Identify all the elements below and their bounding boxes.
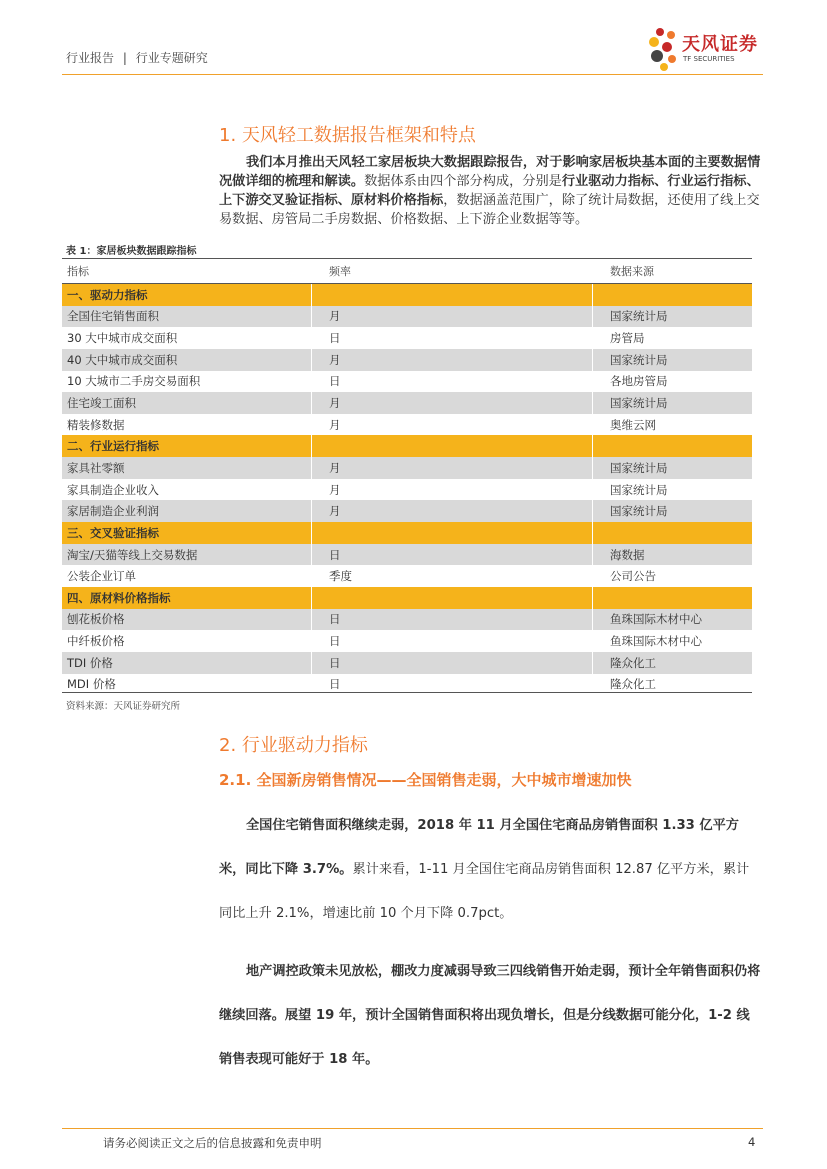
table-section-row [62,587,752,609]
table-cell-indicator: 精装修数据 [62,414,312,436]
table-cell-source [593,522,752,544]
section2-title: 2. 行业驱动力指标 [219,735,368,756]
table-cell-frequency: 月 [312,479,593,501]
table-cell-source: 鱼珠国际木材中心 [610,612,702,627]
section2-p1-bold: 全国住宅销售面积继续走弱，2018 年 11 月全国住宅商品房销售面积 1.33 亿平方米，同比下降 3.7%。 [219,818,739,877]
section2-paragraph2 [219,950,761,1082]
table-cell-source: 海数据 [610,547,645,562]
table-row [62,457,752,479]
table-row [62,306,752,328]
table-cell-frequency: 日 [312,371,593,393]
footer-disclaimer: 请务必阅读正文之后的信息披露和免责申明 [103,1136,322,1150]
table-cell-source: 鱼珠国际木材中心 [610,634,702,649]
section1-text1: 数据体系由四个部分构成，分别是 [364,174,562,189]
table-cell-frequency [312,522,593,544]
table-cell-frequency: 日 [312,327,593,349]
table-row [62,371,752,393]
table-cell-frequency: 季度 [312,565,593,587]
footer-divider [62,1128,763,1129]
table-cell-indicator: 全国住宅销售面积 [62,306,312,328]
logo-english: TF SECURITIES [683,55,735,63]
table-row [62,327,752,349]
table-cell-source: 国家统计局 [610,504,668,519]
table-section-row [62,284,752,306]
table-row [62,630,752,652]
table-cell-indicator: 四、原材料价格指标 [62,587,312,609]
table-row [62,500,752,522]
table-row [62,392,752,414]
table-row [62,652,752,674]
table-row [62,479,752,501]
table-cell-source: 各地房管局 [610,374,668,389]
table-cell-source: 公司公告 [610,569,656,584]
table-header-source: 数据来源 [610,265,654,278]
table-cell-indicator: 淘宝/天猫等线上交易数据 [62,544,312,566]
table-cell-frequency: 月 [312,392,593,414]
table-cell-indicator: 三、交叉验证指标 [62,522,312,544]
table-cell-source: 国家统计局 [610,352,668,367]
table-cell-indicator: 家具制造企业收入 [62,479,312,501]
section1-title: 1. 天风轻工数据报告框架和特点 [219,125,476,146]
table-section-row [62,522,752,544]
section1-text2: ，数据涵盖范围广，除了统计局数据，还使用了线上交易数据、房管局二手房数据、价格数据、上下游企业数据等等。 [219,193,760,227]
table-header-row [62,258,752,284]
header-divider [62,74,763,75]
table-cell-source [593,284,752,306]
table-cell-indicator: 家居制造企业利润 [62,500,312,522]
table-cell-indicator: MDI 价格 [62,674,312,696]
table-cell-frequency: 月 [312,457,593,479]
table-source: 资料来源：天风证券研究所 [66,701,181,712]
table-cell-indicator: 公装企业订单 [62,565,312,587]
table-section-row [62,435,752,457]
table-cell-indicator: 住宅竣工面积 [62,392,312,414]
section1-paragraph [219,153,761,229]
table-cell-source: 隆众化工 [610,655,656,670]
section1-bold2: 行业驱动力指标、行业运行指标、上下游交叉验证指标、原材料价格指标 [219,174,760,208]
page-number: 4 [748,1135,756,1149]
table-row [62,609,752,631]
header-separator: | [122,51,127,65]
table-row [62,565,752,587]
table-cell-source: 国家统计局 [610,309,668,324]
table-body [62,284,752,695]
table-row [62,414,752,436]
header-category: 行业报告 [66,51,115,65]
table-cell-frequency: 月 [312,349,593,371]
header-breadcrumb [66,49,208,66]
table-header-frequency: 频率 [329,265,351,278]
table-cell-indicator: 家具社零额 [62,457,312,479]
table-cell-source [593,435,752,457]
table-cell-indicator: 中纤板价格 [62,630,312,652]
table-cell-source: 国家统计局 [610,396,668,411]
table-cell-frequency [312,284,593,306]
table-header-indicator: 指标 [67,265,89,278]
table-title: 表 1：家居板块数据跟踪指标 [66,246,197,257]
table-bottom-rule [62,692,752,693]
table-cell-indicator: 一、驱动力指标 [62,284,312,306]
table-cell-indicator: 刨花板价格 [62,609,312,631]
table-row [62,544,752,566]
table-cell-source: 国家统计局 [610,460,668,475]
table-cell-frequency [312,435,593,457]
table-row [62,349,752,371]
table-cell-indicator: 二、行业运行指标 [62,435,312,457]
table-cell-indicator: 30 大中城市成交面积 [62,327,312,349]
header-subcategory: 行业专题研究 [135,51,208,65]
table-cell-frequency: 日 [312,674,593,696]
table-cell-frequency: 月 [312,306,593,328]
logo-name: 天风证券 [682,34,758,55]
table-cell-source: 隆众化工 [610,677,656,692]
table-cell-source [593,587,752,609]
table-cell-source: 房管局 [610,331,645,346]
section2-subtitle: 2.1. 全国新房销售情况——全国销售走弱，大中城市增速加快 [219,771,632,789]
table-cell-indicator: 40 大中城市成交面积 [62,349,312,371]
section2-paragraph1 [219,804,761,936]
table-cell-frequency: 月 [312,414,593,436]
table-cell-frequency: 月 [312,500,593,522]
table-cell-frequency [312,587,593,609]
table-cell-indicator: TDI 价格 [62,652,312,674]
indicator-table [62,258,752,695]
table-cell-frequency: 日 [312,630,593,652]
table-cell-indicator: 10 大城市二手房交易面积 [62,371,312,393]
table-cell-frequency: 日 [312,652,593,674]
section2-p1-text: 累计来看，1-11 月全国住宅商品房销售面积 12.87 亿平方米，累计同比上升 2.1%，增速比前 10 个月下降 0.7pct。 [219,862,750,921]
table-cell-frequency: 日 [312,544,593,566]
section1-bold1: 我们本月推出天风轻工家居板块大数据跟踪报告，对于影响家居板块基本面的主要数据情况做详细的梳理和解读。 [219,155,761,189]
section2-p2-bold: 地产调控政策未见放松，棚改力度减弱导致三四线销售开始走弱，预计全年销售面积仍将继续回落。展望 19 年，预计全国销售面积将出现负增长，但是分线数据可能分化，1-2 线销售表现可能好于 18 年。 [219,964,761,1067]
table-cell-source: 奥维云网 [610,417,656,432]
table-cell-source: 国家统计局 [610,482,668,497]
table-cell-frequency: 日 [312,609,593,631]
